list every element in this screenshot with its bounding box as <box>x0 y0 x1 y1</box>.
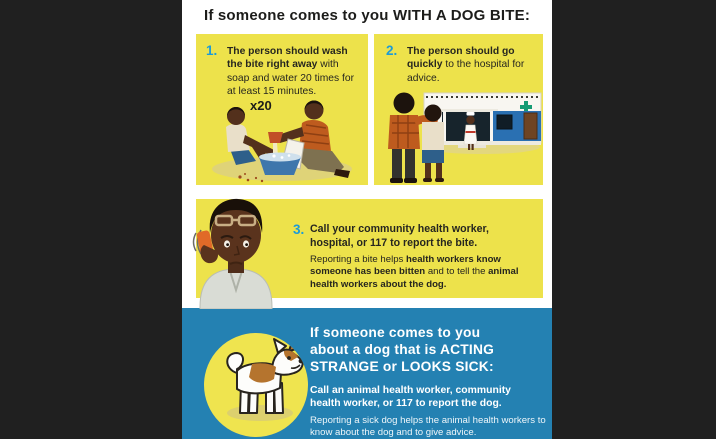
page-title: If someone comes to you WITH A DOG BITE: <box>203 7 531 24</box>
sick-dog-report-text: Reporting a sick dog helps the animal health workers to know about the dog and to give advice. <box>310 415 546 439</box>
sick-dog-text <box>310 324 548 439</box>
walking-pair <box>388 93 444 184</box>
step-2-text-bold: The person should go quickly <box>407 46 515 71</box>
wash-bite-illustration <box>196 93 368 185</box>
step-1-text <box>227 45 360 99</box>
poster-page <box>182 0 552 439</box>
step-3-heading: Call your community health worker, hospital, or 117 to report the bite. <box>310 223 489 249</box>
dog-circle <box>204 333 308 437</box>
step-1-text-bold: The person should wash the bite right away <box>227 46 348 71</box>
step-2-number: 2. <box>386 43 398 58</box>
sick-dog-heading-line-3: STRANGE or LOOKS SICK: <box>310 359 494 374</box>
dog-eye <box>287 356 291 360</box>
dog-back-patch <box>249 363 276 382</box>
sick-dog-section <box>182 308 552 439</box>
sick-dog-heading-line-2: about a dog that is ACTING <box>310 342 495 357</box>
step-3-body-b1: health workers know someone has been bitten <box>310 254 501 278</box>
step-1-box <box>196 34 368 185</box>
phone-call-illustration <box>190 193 282 309</box>
step-1-text-regular: with soap and water 20 times for at least 15 minutes. <box>227 59 355 98</box>
step-3-body-r2: and to tell the <box>425 266 489 278</box>
sick-dog-heading <box>310 324 548 375</box>
dog-nose <box>299 359 304 364</box>
step-2-box <box>374 34 543 185</box>
wash-basin <box>259 153 301 176</box>
step-2-text-regular: to the hospital for advice. <box>407 59 525 84</box>
step-3-body-b2: animal health workers about the dog. <box>310 266 519 290</box>
step-3-body-r1: Reporting a bite helps <box>310 254 406 265</box>
times-20-label: x20 <box>250 98 272 113</box>
step-2-text <box>407 45 535 85</box>
sick-dog-heading-line-1: If someone comes to you <box>310 325 481 340</box>
step-3-body <box>310 254 528 291</box>
step-3-number: 3. <box>293 222 305 237</box>
sick-dog-illustration <box>204 333 308 437</box>
sick-dog-call-text: Call an animal health worker, community health worker, or 117 to report the dog. <box>310 385 511 410</box>
step-1-number: 1. <box>206 43 218 58</box>
hospital-visit-illustration <box>374 85 543 185</box>
